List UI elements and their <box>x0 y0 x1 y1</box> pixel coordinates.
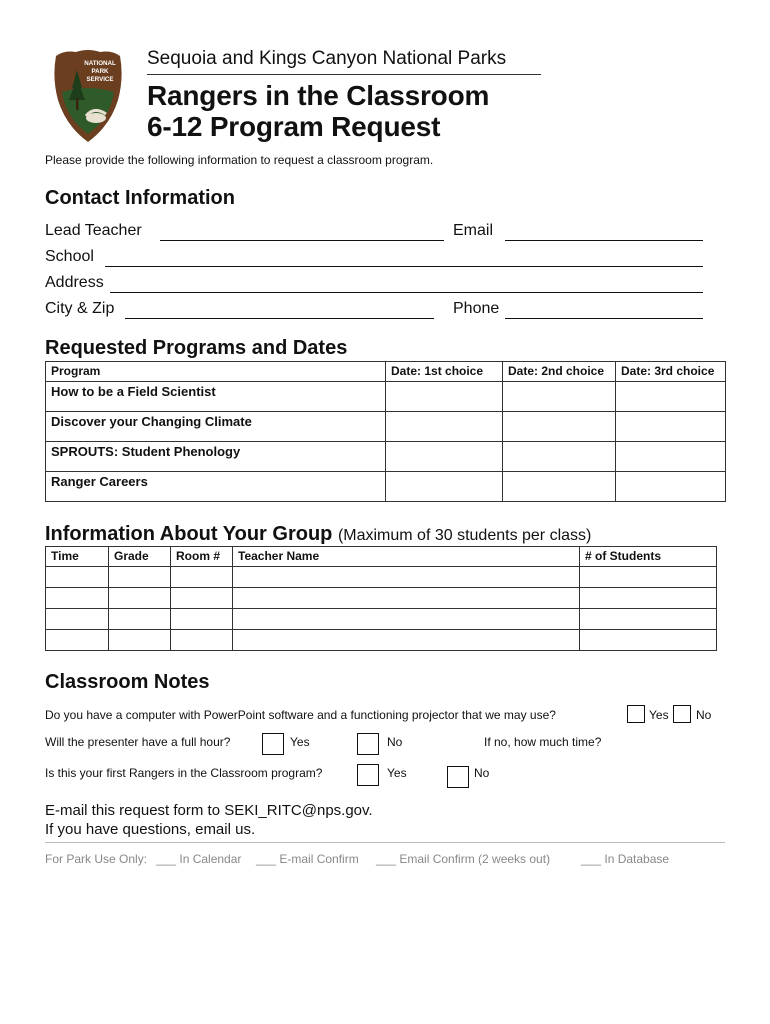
col-date-3rd: Date: 3rd choice <box>616 362 726 382</box>
date-2nd-cell[interactable] <box>503 472 616 502</box>
q3-yes-label: Yes <box>387 766 407 780</box>
teacher-name-cell[interactable] <box>233 609 580 630</box>
q1-yes-checkbox[interactable] <box>627 705 645 723</box>
lead-teacher-field[interactable] <box>160 240 444 241</box>
group-heading <box>45 523 591 546</box>
grade-cell[interactable] <box>109 588 171 609</box>
room-cell[interactable] <box>171 630 233 651</box>
date-2nd-cell[interactable] <box>503 412 616 442</box>
table-row <box>46 442 726 472</box>
q1-no-checkbox[interactable] <box>673 705 691 723</box>
q3-no-checkbox[interactable] <box>447 766 469 788</box>
num-students-cell[interactable] <box>580 588 717 609</box>
grade-cell[interactable] <box>109 630 171 651</box>
grade-cell[interactable] <box>109 609 171 630</box>
date-3rd-cell[interactable] <box>616 472 726 502</box>
col-program: Program <box>46 362 386 382</box>
logo-text-national: NATIONAL <box>84 60 116 67</box>
q1-text: Do you have a computer with PowerPoint software and a functioning projector that we may use? <box>45 708 556 722</box>
header-rule <box>147 74 541 75</box>
time-cell[interactable] <box>46 630 109 651</box>
footer-in-database: ___ In Database <box>581 852 670 866</box>
teacher-name-cell[interactable] <box>233 567 580 588</box>
group-header-row <box>46 547 717 567</box>
table-row <box>46 567 717 588</box>
q2-no-label: No <box>387 735 403 749</box>
address-label: Address <box>45 274 104 291</box>
room-cell[interactable] <box>171 588 233 609</box>
num-students-cell[interactable] <box>580 630 717 651</box>
time-cell[interactable] <box>46 567 109 588</box>
table-row <box>46 382 726 412</box>
footer-email-confirm: ___ E-mail Confirm <box>256 852 359 866</box>
city-zip-label: City & Zip <box>45 300 115 317</box>
col-date-2nd: Date: 2nd choice <box>503 362 616 382</box>
q2-no-checkbox[interactable] <box>357 733 379 755</box>
footer-email-confirm-2wk: ___ Email Confirm (2 weeks out) <box>376 852 551 866</box>
date-2nd-cell[interactable] <box>503 382 616 412</box>
col-teacher-name: Teacher Name <box>233 547 580 567</box>
date-1st-cell[interactable] <box>386 412 503 442</box>
address-field[interactable] <box>110 292 703 293</box>
q3-text: Is this your first Rangers in the Classroom program? <box>45 766 323 780</box>
num-students-cell[interactable] <box>580 609 717 630</box>
q1-yes-label: Yes <box>649 708 669 722</box>
city-zip-field[interactable] <box>125 318 434 319</box>
phone-label: Phone <box>453 300 500 317</box>
col-grade: Grade <box>109 547 171 567</box>
program-name: How to be a Field Scientist <box>46 382 386 412</box>
q2-yes-checkbox[interactable] <box>262 733 284 755</box>
room-cell[interactable] <box>171 609 233 630</box>
teacher-name-cell[interactable] <box>233 630 580 651</box>
program-name: Ranger Careers <box>46 472 386 502</box>
logo-text-service: SERVICE <box>86 76 114 83</box>
q2-yes-label: Yes <box>290 735 310 749</box>
lead-teacher-label: Lead Teacher <box>45 222 142 239</box>
date-3rd-cell[interactable] <box>616 412 726 442</box>
num-students-cell[interactable] <box>580 567 717 588</box>
date-3rd-cell[interactable] <box>616 382 726 412</box>
table-row <box>46 588 717 609</box>
park-name: Sequoia and Kings Canyon National Parks <box>147 48 507 69</box>
title-line-1: Rangers in the Classroom <box>147 80 490 111</box>
intro-text: Please provide the following information to request a classroom program. <box>45 153 434 167</box>
closing-line-1: E-mail this request form to SEKI_RITC@nps.gov. <box>45 802 373 819</box>
q2-followup-text: If no, how much time? <box>484 735 602 749</box>
teacher-name-cell[interactable] <box>233 588 580 609</box>
q1-no-label: No <box>696 708 712 722</box>
logo-text-park: PARK <box>91 68 109 75</box>
date-1st-cell[interactable] <box>386 382 503 412</box>
group-heading-text: Information About Your Group <box>45 523 333 545</box>
date-3rd-cell[interactable] <box>616 442 726 472</box>
programs-heading: Requested Programs and Dates <box>45 337 348 359</box>
table-row <box>46 472 726 502</box>
footer-label: For Park Use Only: <box>45 852 148 866</box>
group-table <box>45 546 717 651</box>
col-time: Time <box>46 547 109 567</box>
school-label: School <box>45 248 94 265</box>
programs-header-row <box>46 362 726 382</box>
room-cell[interactable] <box>171 567 233 588</box>
program-name: Discover your Changing Climate <box>46 412 386 442</box>
time-cell[interactable] <box>46 588 109 609</box>
program-name: SPROUTS: Student Phenology <box>46 442 386 472</box>
closing-line-2: If you have questions, email us. <box>45 821 256 838</box>
grade-cell[interactable] <box>109 567 171 588</box>
q3-yes-checkbox[interactable] <box>357 764 379 786</box>
email-field[interactable] <box>505 240 703 241</box>
date-2nd-cell[interactable] <box>503 442 616 472</box>
q3-no-label: No <box>474 766 490 780</box>
col-num-students: # of Students <box>580 547 717 567</box>
col-date-1st: Date: 1st choice <box>386 362 503 382</box>
nps-arrowhead-logo <box>50 48 126 144</box>
group-subheading: (Maximum of 30 students per class) <box>337 527 592 544</box>
table-row <box>46 630 717 651</box>
date-1st-cell[interactable] <box>386 472 503 502</box>
programs-table <box>45 361 726 502</box>
page-title <box>147 80 489 142</box>
footer-rule <box>45 842 725 843</box>
email-label: Email <box>453 222 494 239</box>
col-room: Room # <box>171 547 233 567</box>
time-cell[interactable] <box>46 609 109 630</box>
closing-text <box>45 801 373 839</box>
date-1st-cell[interactable] <box>386 442 503 472</box>
notes-heading: Classroom Notes <box>45 671 210 693</box>
phone-field[interactable] <box>505 318 703 319</box>
footer-in-calendar: ___ In Calendar <box>156 852 242 866</box>
q2-text: Will the presenter have a full hour? <box>45 735 231 749</box>
table-row <box>46 412 726 442</box>
school-field[interactable] <box>105 266 703 267</box>
contact-heading: Contact Information <box>45 187 235 209</box>
table-row <box>46 609 717 630</box>
title-line-2: 6-12 Program Request <box>147 111 441 142</box>
